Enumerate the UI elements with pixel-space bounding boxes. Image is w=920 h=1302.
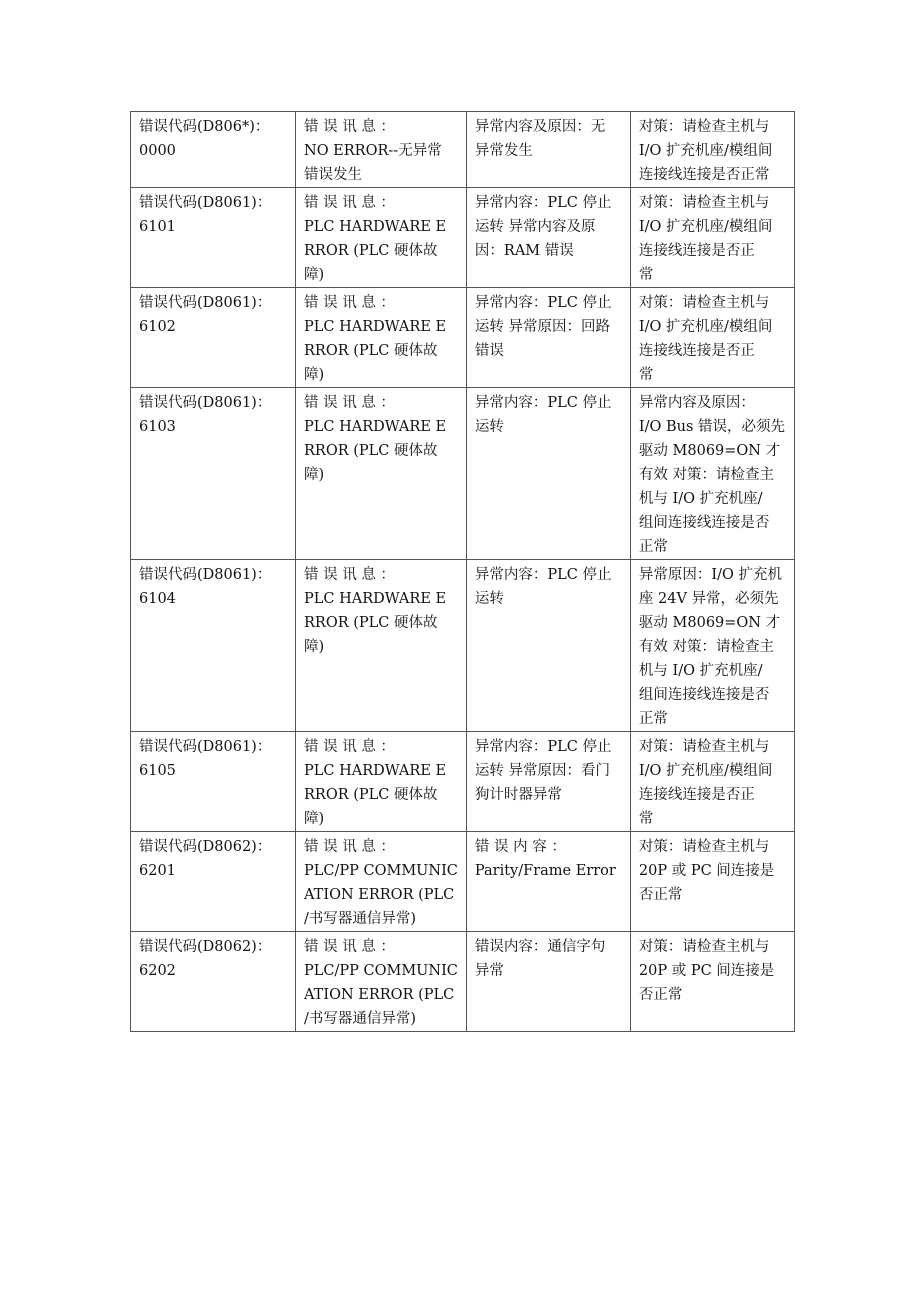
cell-line: 错 误 讯 息 ： <box>304 567 395 583</box>
cell-line: 错 误 讯 息 ： <box>304 839 395 855</box>
cell-line: RROR (PLC 硬体故 <box>304 615 438 631</box>
cell-line: 6202 <box>139 963 176 979</box>
cell-line: 对策：请检查主机与 <box>638 739 770 755</box>
cell-line: I/O 扩充机座/模组间 <box>638 763 773 779</box>
cell-line: RROR (PLC 硬体故 <box>304 243 438 259</box>
table-row <box>131 288 795 388</box>
error-code-cell <box>131 560 296 732</box>
cell-line: 异常发生 <box>474 143 533 159</box>
cell-line: 20P 或 PC 间连接是 <box>638 963 775 979</box>
error-message-cell <box>296 112 467 188</box>
cell-line: 对策：请检查主机与 <box>638 839 770 855</box>
cause-cell <box>466 288 630 388</box>
error-message-cell <box>296 288 467 388</box>
cell-line: 异常内容：PLC 停止 <box>474 195 612 211</box>
cell-line: 异常 <box>474 963 504 979</box>
cell-line: 常 <box>638 267 654 283</box>
cell-line: PLC HARDWARE E <box>304 591 447 607</box>
table-row <box>131 832 795 932</box>
cell-line: 有效 对策：请检查主 <box>638 639 775 655</box>
remedy-cell <box>630 188 794 288</box>
cell-line: PLC HARDWARE E <box>304 419 447 435</box>
cell-line: 常 <box>638 811 654 827</box>
error-code-cell <box>131 932 296 1032</box>
remedy-cell <box>630 732 794 832</box>
cell-line: 6104 <box>139 591 176 607</box>
cell-line: RROR (PLC 硬体故 <box>304 343 438 359</box>
cell-line: 20P 或 PC 间连接是 <box>638 863 775 879</box>
table-body <box>131 112 795 1032</box>
cell-line: 因：RAM 错误 <box>474 243 574 259</box>
cell-line: 运转 异常内容及原 <box>474 219 596 235</box>
cell-line: RROR (PLC 硬体故 <box>304 443 438 459</box>
cell-line: RROR (PLC 硬体故 <box>304 787 438 803</box>
cause-cell <box>466 732 630 832</box>
cell-line: 组间连接线连接是否 <box>638 515 770 531</box>
cell-line: 有效 对策：请检查主 <box>638 467 775 483</box>
cause-cell <box>466 832 630 932</box>
cell-line: 错误代码(D8062)： <box>139 839 272 855</box>
cell-line: 正常 <box>638 711 668 727</box>
cause-cell <box>466 560 630 732</box>
error-message-cell <box>296 932 467 1032</box>
cell-line: Parity/Frame Error <box>474 863 616 879</box>
table-row <box>131 112 795 188</box>
cell-line: 障) <box>304 267 325 283</box>
remedy-cell <box>630 560 794 732</box>
cell-line: 对策：请检查主机与 <box>638 119 770 135</box>
cell-line: 错误代码(D806*)： <box>139 119 270 135</box>
cell-line: 错误代码(D8061)： <box>139 739 272 755</box>
cell-line: 6102 <box>139 319 176 335</box>
error-message-cell <box>296 188 467 288</box>
remedy-cell <box>630 112 794 188</box>
cell-line: PLC/PP COMMUNIC <box>304 963 458 979</box>
cell-line: 对策：请检查主机与 <box>638 295 770 311</box>
error-message-cell <box>296 388 467 560</box>
cell-line: 异常内容：PLC 停止 <box>474 567 612 583</box>
cell-line: 正常 <box>638 539 668 555</box>
cell-line: 错误代码(D8061)： <box>139 195 272 211</box>
cell-line: 障) <box>304 367 325 383</box>
cause-cell <box>466 112 630 188</box>
cell-line: 狗计时器异常 <box>474 787 562 803</box>
cell-line: ATION ERROR (PLC <box>304 987 455 1003</box>
cell-line: 错 误 讯 息 ： <box>304 739 395 755</box>
cell-line: 异常内容：PLC 停止 <box>474 739 612 755</box>
cell-line: 错 误 讯 息 ： <box>304 395 395 411</box>
error-code-cell <box>131 112 296 188</box>
cell-line: 否正常 <box>638 987 683 1003</box>
error-code-cell <box>131 832 296 932</box>
cell-line: 错 误 讯 息 ： <box>304 195 395 211</box>
remedy-cell <box>630 388 794 560</box>
cell-line: 障) <box>304 811 325 827</box>
cause-cell <box>466 188 630 288</box>
cell-line: 机与 I/O 扩充机座/ <box>638 491 763 507</box>
cell-line: 否正常 <box>638 887 683 903</box>
cell-line: 障) <box>304 467 325 483</box>
cell-line: 连接线连接是否正 <box>638 343 755 359</box>
cell-line: 6105 <box>139 763 176 779</box>
error-code-cell <box>131 732 296 832</box>
error-code-cell <box>131 388 296 560</box>
cell-line: 运转 <box>474 591 504 607</box>
cell-line: 6201 <box>139 863 176 879</box>
cell-line: 异常原因：I/O 扩充机 <box>638 567 783 583</box>
cell-line: 运转 异常原因：看门 <box>474 763 611 779</box>
cell-line: 运转 异常原因：回路 <box>474 319 611 335</box>
table-row <box>131 188 795 288</box>
remedy-cell <box>630 288 794 388</box>
cell-line: 错误发生 <box>304 167 362 183</box>
error-code-cell <box>131 188 296 288</box>
cell-line: 异常内容：PLC 停止 <box>474 295 612 311</box>
cell-line: 驱动 M8069=ON 才 <box>638 615 781 631</box>
cell-line: I/O Bus 错误，必须先 <box>638 419 786 435</box>
cause-cell <box>466 388 630 560</box>
table-row <box>131 732 795 832</box>
cell-line: 错误代码(D8061)： <box>139 567 272 583</box>
cell-line: 错 误 讯 息 ： <box>304 119 395 135</box>
remedy-cell <box>630 832 794 932</box>
cell-line: PLC HARDWARE E <box>304 219 447 235</box>
cell-line: PLC HARDWARE E <box>304 763 447 779</box>
cell-line: 对策：请检查主机与 <box>638 195 770 211</box>
remedy-cell <box>630 932 794 1032</box>
table-row <box>131 932 795 1032</box>
cell-line: 座 24V 异常，必须先 <box>638 591 779 607</box>
cell-line: 连接线连接是否正 <box>638 787 755 803</box>
cell-line: 错误 <box>474 343 504 359</box>
cell-line: PLC/PP COMMUNIC <box>304 863 458 879</box>
cell-line: 错误代码(D8062)： <box>139 939 272 955</box>
cell-line: 运转 <box>474 419 504 435</box>
cell-line: I/O 扩充机座/模组间 <box>638 319 773 335</box>
cell-line: ATION ERROR (PLC <box>304 887 455 903</box>
cell-line: 连接线连接是否正 <box>638 243 755 259</box>
table-row <box>131 388 795 560</box>
cause-cell <box>466 932 630 1032</box>
cell-line: 驱动 M8069=ON 才 <box>638 443 781 459</box>
cell-line: 0000 <box>139 143 176 159</box>
error-code-table <box>130 111 795 1032</box>
cell-line: NO ERROR--无异常 <box>304 143 442 159</box>
cell-line: 机与 I/O 扩充机座/ <box>638 663 763 679</box>
cell-line: 连接线连接是否正常 <box>638 167 770 183</box>
cell-line: 错误代码(D8061)： <box>139 395 272 411</box>
cell-line: 对策：请检查主机与 <box>638 939 770 955</box>
cell-line: 错 误 讯 息 ： <box>304 295 395 311</box>
cell-line: 异常内容：PLC 停止 <box>474 395 612 411</box>
cell-line: 错 误 讯 息 ： <box>304 939 395 955</box>
error-message-cell <box>296 732 467 832</box>
table-row <box>131 560 795 732</box>
cell-line: 错误代码(D8061)： <box>139 295 272 311</box>
cell-line: I/O 扩充机座/模组间 <box>638 219 773 235</box>
cell-line: 6103 <box>139 419 176 435</box>
error-message-cell <box>296 832 467 932</box>
cell-line: /书写器通信异常) <box>304 911 417 927</box>
cell-line: 异常内容及原因： <box>638 395 755 411</box>
error-message-cell <box>296 560 467 732</box>
cell-line: 错 误 内 容 ： <box>474 839 566 855</box>
cell-line: 常 <box>638 367 654 383</box>
cell-line: I/O 扩充机座/模组间 <box>638 143 773 159</box>
error-code-cell <box>131 288 296 388</box>
cell-line: 错误内容：通信字句 <box>474 939 606 955</box>
cell-line: PLC HARDWARE E <box>304 319 447 335</box>
cell-line: 组间连接线连接是否 <box>638 687 770 703</box>
cell-line: 障) <box>304 639 325 655</box>
cell-line: 异常内容及原因：无 <box>474 119 606 135</box>
cell-line: /书写器通信异常) <box>304 1011 417 1027</box>
cell-line: 6101 <box>139 219 176 235</box>
